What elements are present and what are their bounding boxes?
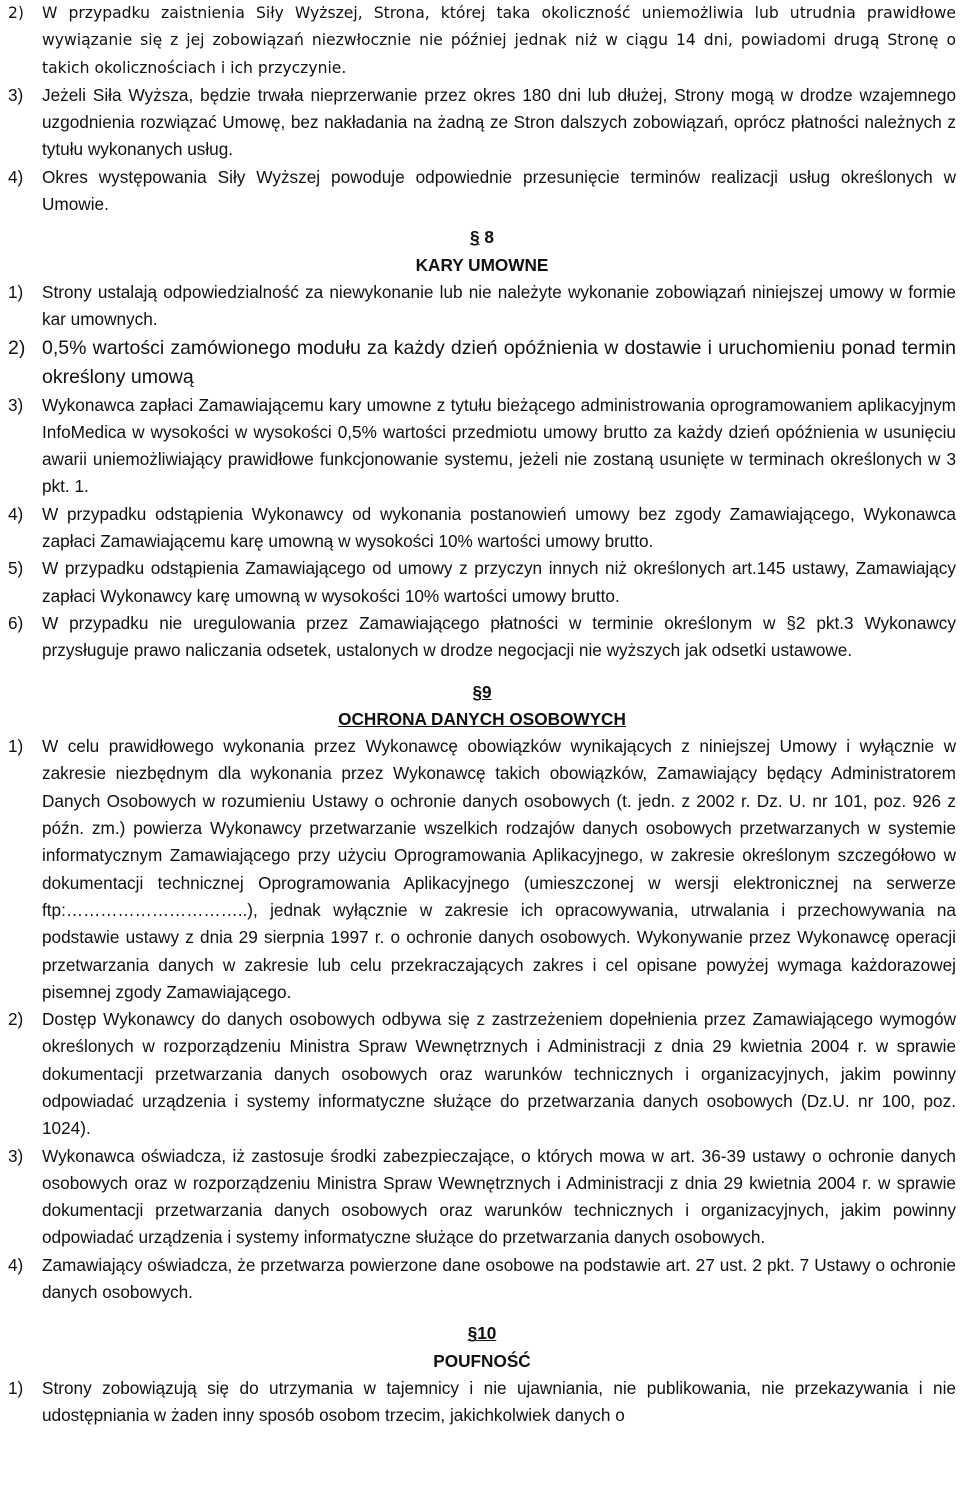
item-number: 2) <box>8 1009 24 1030</box>
item-number: 1) <box>8 736 24 757</box>
item-text: Wykonawca zapłaci Zamawiającemu kary umowne z tytułu bieżącego administrowania oprogramowaniem aplikacyjnym InfoMedica w wysokości w wysokości 0,5% wartości przedmiotu umowy brutto za każdy dzień opóźnienia w usunięciu awarii uniemożliwiający prawidłowe funkcjonowanie systemu, jeżeli nie zostaną usunięte w terminach określonych w 3 pkt. 1. <box>42 394 956 497</box>
list-item <box>8 392 956 501</box>
item-number: 4) <box>8 166 24 187</box>
item-number: 4) <box>8 503 24 524</box>
item-number: 5) <box>8 558 24 579</box>
item-number: 3) <box>8 394 24 415</box>
item-text: W przypadku nie uregulowania przez Zamawiającego płatności w terminie określonym w §2 pkt.3 Wykonawcy przysługuje prawo naliczania odsetek, ustalonych w drodze negocjacji nie wyższych jak odsetki ustawowe. <box>42 612 956 661</box>
item-number: 6) <box>8 612 24 633</box>
list-item <box>8 501 956 556</box>
section-10-mark <box>8 1320 956 1347</box>
list-item <box>8 610 956 665</box>
section-9-mark <box>8 679 956 706</box>
item-number: 1) <box>8 281 24 302</box>
list-item <box>8 1252 956 1307</box>
item-number: 3) <box>8 84 24 105</box>
item-text: Strony zobowiązują się do utrzymania w tajemnicy i nie ujawniania, nie publikowania, nie przekazywania i nie udostępniania w żaden inny sposób osobom trzecim, jakichkolwiek danych o <box>42 1377 956 1426</box>
item-number: 2) <box>8 4 25 22</box>
item-text: Okres występowania Siły Wyższej powoduje odpowiednie przesunięcie terminów realizacji usług określonych w Umowie. <box>42 166 956 215</box>
list-item <box>8 1143 956 1252</box>
list-item <box>8 555 956 610</box>
list-item <box>8 82 956 164</box>
section-sign: § <box>470 227 480 248</box>
item-number: 1) <box>8 1377 24 1398</box>
item-text: Strony ustalają odpowiedzialność za niewykonanie lub nie należyte wykonanie zobowiązań niniejszej umowy w formie kar umownych. <box>42 281 956 330</box>
list-item <box>8 334 956 392</box>
item-text: 0,5% wartości zamówionego modułu za każdy dzień opóźnienia w dostawie i uruchomieniu ponad termin określony umową <box>42 336 956 388</box>
item-number: 2) <box>8 336 26 359</box>
list-item <box>8 0 956 82</box>
item-text: W przypadku zaistnienia Siły Wyższej, Strona, której taka okoliczność uniemożliwia lub utrudnia prawidłowe wywiązanie się z jej zobowiązań niezwłocznie nie później jednak niż w ciągu 14 dni, powiadomi drugą Stronę o takich okolicznościach i ich przyczynie. <box>42 4 956 77</box>
list-item <box>8 164 956 219</box>
list-item <box>8 279 956 334</box>
item-text: Dostęp Wykonawcy do danych osobowych odbywa się z zastrzeżeniem dopełnienia przez Zamawiającego wymogów określonych w rozporządzeniu Ministra Spraw Wewnętrznych i Administracji z dnia 29 kwietnia 2004 r. w sprawie dokumentacji przetwarzania danych osobowych oraz warunków technicznych i organizacyjnych, jakim powinny odpowiadać urządzenia i systemy informatyczne służące do przetwarzania danych osobowych (Dz.U. nr 100, poz. 1024). <box>42 1009 956 1139</box>
section-8-mark <box>8 224 956 251</box>
section-sign: § <box>467 1323 478 1344</box>
item-text: Zamawiający oświadcza, że przetwarza powierzone dane osobowe na podstawie art. 27 ust. 2 pkt. 7 Ustawy o ochronie danych osobowych. <box>42 1254 956 1303</box>
item-number: 3) <box>8 1145 24 1166</box>
list-item <box>8 1006 956 1142</box>
item-text: Wykonawca oświadcza, iż zastosuje środki zabezpieczające, o których mowa w art. 36-39 ustawy o ochronie danych osobowych oraz w rozporządzeniu Ministra Spraw Wewnętrznych i Administracji z dnia 29 kwietnia 2004 r. w sprawie dokumentacji przetwarzania danych osobowych oraz warunków technicznych i organizacyjnych, jakim powinny odpowiadać urządzenia i systemy informatyczne służące do przetwarzania danych osobowych. <box>42 1145 956 1248</box>
item-text: W przypadku odstąpienia Zamawiającego od umowy z przyczyn innych niż określonych art.145 ustawy, Zamawiający zapłaci Wykonawcy karę umowną w wysokości 10% wartości umowy brutto. <box>42 558 956 606</box>
section-sign: § <box>472 681 482 702</box>
item-number: 4) <box>8 1254 24 1275</box>
section-10-title: POUFNOŚĆ <box>433 1350 531 1371</box>
section-number: 10 <box>477 1323 497 1344</box>
item-text: W przypadku odstąpienia Wykonawcy od wykonania postanowień umowy bez zgody Zamawiającego, Wykonawca zapłaci Zamawiającemu karę umowną w wysokości 10% wartości umowy brutto. <box>42 503 956 552</box>
list-item <box>8 1375 956 1430</box>
section-8-title: KARY UMOWNE <box>415 254 549 275</box>
section-number: 8 <box>479 227 494 248</box>
section-9-title: OCHRONA DANYCH OSOBOWYCH <box>338 708 626 729</box>
list-item <box>8 733 956 1006</box>
section-number: 9 <box>482 681 492 702</box>
item-text: Jeżeli Siła Wyższa, będzie trwała nieprzerwanie przez okres 180 dni lub dłużej, Strony mogą w drodze wzajemnego uzgodnienia rozwiązać Umowę, bez nakładania na żadną ze Stron dalszych zobowiązań, oprócz płatności należnych z tytułu wykonanych usług. <box>42 84 956 160</box>
item-text: W celu prawidłowego wykonania przez Wykonawcę obowiązków wynikających z niniejszej Umowy i wyłącznie w zakresie niezbędnym dla wykonania przez Wykonawcę takich obowiązków, Zamawiający będący Administratorem Danych Osobowych w rozumieniu Ustawy o ochronie danych osobowych (t. jedn. z 2002 r. Dz. U. nr 101, poz. 926 z późn. zm.) powierza Wykonawcy przetwarzanie wszelkich rodzajów danych osobowych przetwarzanych w systemie informatycznym Zamawiającego przy użyciu Oprogramowania Aplikacyjnego, w zakresie określonym szczegółowo w dokumentacji technicznej Oprogramowania Aplikacyjnego (umieszczonej w wersji elektronicznej na serwerze ftp:…………………………..), jednak wyłącznie w zakresie ich opracowywania, utrwalania i przechowywania na podstawie ustawy z dnia 29 sierpnia 1997 r. o ochronie danych osobowych. Wykonywanie przez Wykonawcę operacji przetwarzania danych w zakresie lub celu przekraczających zakres i cel opisane powyżej wymaga każdorazowej pisemnej zgody Zamawiającego. <box>42 736 956 1002</box>
